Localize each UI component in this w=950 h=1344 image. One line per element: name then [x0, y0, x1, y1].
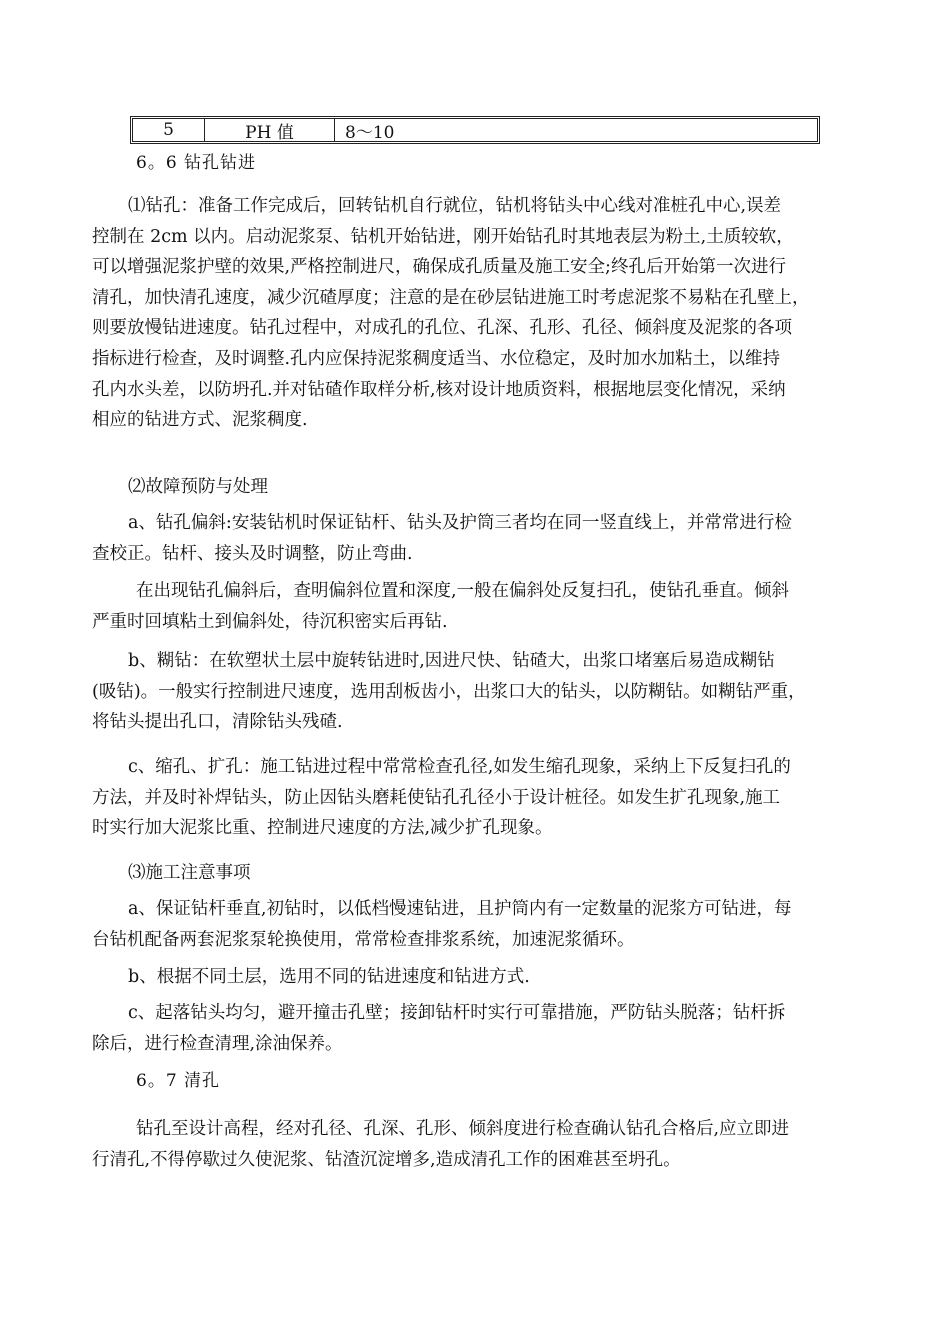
paragraph-note-b: [92, 962, 862, 993]
text-line: 在出现钻孔偏斜后，查明偏斜位置和深度,一般在偏斜处反复扫孔，使钻孔垂直。倾斜: [136, 581, 790, 601]
text-line: c、缩孔、扩孔：施工钻进过程中常常检查孔径,如发生缩孔现象，采纳上下反复扫孔的: [128, 757, 791, 777]
paragraph-note-c: [92, 998, 862, 1059]
text-line: c、起落钻头均匀，避开撞击孔壁；接卸钻杆时实行可靠措施，严防钻头脱落；钻杆拆: [128, 1003, 786, 1023]
text-line: 行清孔,不得停歇过久使泥浆、钻渣沉淀增多,造成清孔工作的困难甚至坍孔。: [92, 1149, 681, 1170]
text-line: 时实行加大泥浆比重、控制进尺速度的方法,减少扩孔现象。: [92, 818, 553, 839]
table-cell-no: 5: [133, 119, 205, 141]
text-line: ⑵故障预防与处理: [128, 477, 268, 497]
text-line: (吸钻)。一般实行控制进尺速度，选用刮板齿小，出浆口大的钻头，以防糊钻。如糊钻严重，: [92, 681, 806, 702]
paragraph-hole-deviation: [92, 508, 862, 569]
text-line: b、根据不同土层，选用不同的钻进速度和钻进方式.: [128, 967, 530, 987]
text-line: 指标进行检查，及时调整.孔内应保持泥浆稠度适当、水位稳定，及时加水加粘土，以维持: [92, 348, 781, 369]
section-heading-6-7: 6。7 清孔: [136, 1071, 221, 1091]
table-cell-item: PH 值: [205, 119, 335, 141]
paragraph-bit-clogging: [92, 646, 862, 738]
text-line: b、糊钻：在软塑状土层中旋转钻进时,因进尺快、钻碴大，出浆口堵塞后易造成糊钻: [128, 651, 775, 671]
subheading-construction-notes: [92, 858, 862, 889]
text-line: 除后，进行检查清理,涂油保养。: [92, 1033, 343, 1054]
text-line: 控制在 2cm 以内。启动泥浆泵、钻机开始钻进，刚开始钻孔时其地表层为粉土,土质较软，: [92, 226, 794, 247]
subheading-fault-prevention: [92, 472, 862, 503]
text-line: ⑶施工注意事项: [128, 863, 251, 883]
paragraph-deviation-handling: [92, 576, 862, 637]
text-line: 查校正。钻杆、接头及时调整，防止弯曲.: [92, 543, 413, 564]
section-heading-6-6: 6。6 钻孔钻进: [136, 153, 257, 173]
text-line: 将钻头提出孔口，清除钻头残碴.: [92, 712, 343, 733]
text-line: a、钻孔偏斜:安装钻机时保证钻杆、钻头及护筒三者均在同一竖直线上，并常常进行检: [128, 513, 792, 533]
text-line: 方法，并及时补焊钻头，防止因钻头磨耗使钻孔孔径小于设计桩径。如发生扩孔现象,施工: [92, 787, 781, 808]
text-line: 则要放慢钻进速度。钻孔过程中，对成孔的孔位、孔深、孔形、孔径、倾斜度及泥浆的各项: [92, 318, 792, 339]
parameter-table-row: [130, 116, 820, 144]
text-line: ⑴钻孔：准备工作完成后，回转钻机自行就位，钻机将钻头中心线对准桩孔中心,误差: [128, 196, 782, 216]
text-line: 可以增强泥浆护壁的效果,严格控制进尺，确保成孔质量及施工安全;终孔后开始第一次进行: [92, 257, 786, 278]
text-line: 孔内水头差，以防坍孔.并对钻碴作取样分析,核对设计地质资料，根据地层变化情况，采纳: [92, 379, 786, 400]
table-cell-value: 8～10: [345, 122, 395, 143]
text-line: 严重时回填粘土到偏斜处，待沉积密实后再钻.: [92, 611, 448, 632]
paragraph-drilling: [92, 191, 862, 436]
text-line: 钻孔至设计高程，经对孔径、孔深、孔形、倾斜度进行检查确认钻孔合格后,应立即进: [136, 1119, 790, 1139]
paragraph-hole-shrink-expand: [92, 752, 862, 844]
text-line: 清孔，加快清孔速度，减少沉碴厚度；注意的是在砂层钻进施工时考虑泥浆不易粘在孔壁上，: [92, 287, 810, 308]
paragraph-hole-cleaning: [92, 1114, 862, 1175]
text-line: a、保证钻杆垂直,初钻时，以低档慢速钻进，且护筒内有一定数量的泥浆方可钻进，每: [128, 899, 792, 919]
text-line: 相应的钻进方式、泥浆稠度.: [92, 410, 308, 431]
text-line: 台钻机配备两套泥浆泵轮换使用，常常检查排浆系统，加速泥浆循环。: [92, 929, 635, 950]
paragraph-note-a: [92, 894, 862, 955]
